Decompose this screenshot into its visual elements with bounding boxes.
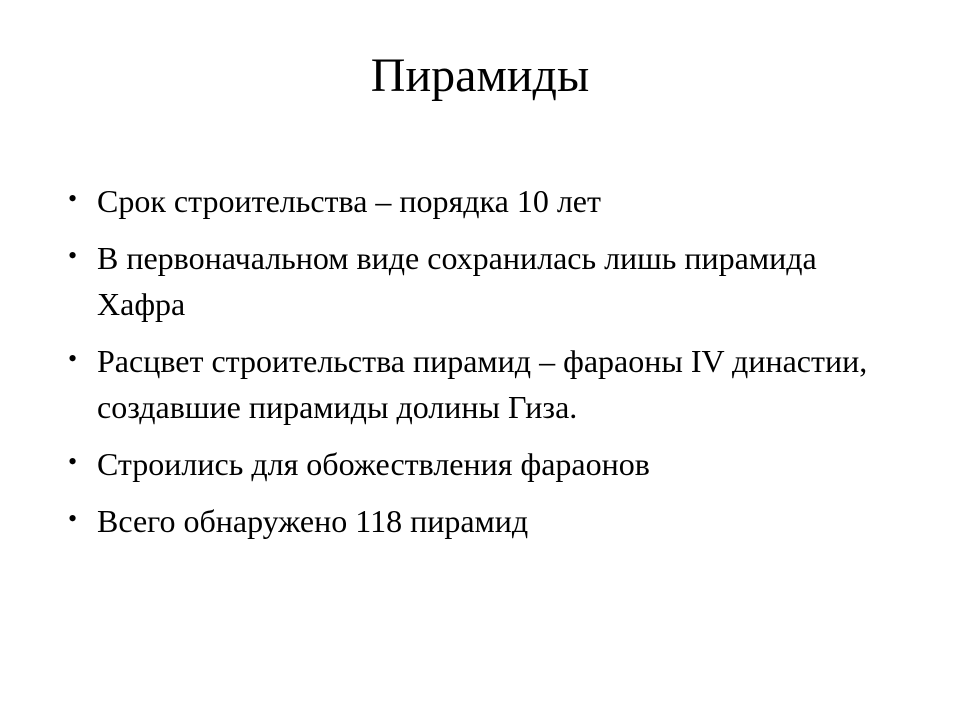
bullet-item <box>68 178 898 224</box>
bullet-item <box>68 235 898 327</box>
bullet-text: Расцвет строительства пирамид – фараоны IV династии, создавшие пирамиды долины Гиза. <box>97 343 868 425</box>
bullet-icon: • <box>68 241 78 270</box>
bullet-icon: • <box>68 504 78 533</box>
bullet-text: Строились для обожествления фараонов <box>97 446 650 482</box>
bullet-text: Срок строительства – порядка 10 лет <box>97 183 601 219</box>
bullet-icon: • <box>68 344 78 373</box>
bullet-list <box>68 178 898 555</box>
bullet-item <box>68 498 898 544</box>
bullet-item <box>68 441 898 487</box>
bullet-icon: • <box>68 184 78 213</box>
bullet-text: В первоначальном виде сохранилась лишь пирамида Хафра <box>97 240 817 322</box>
bullet-text: Всего обнаружено 118 пирамид <box>97 503 529 539</box>
slide-title: Пирамиды <box>370 49 590 102</box>
bullet-item <box>68 338 898 430</box>
bullet-icon: • <box>68 447 78 476</box>
